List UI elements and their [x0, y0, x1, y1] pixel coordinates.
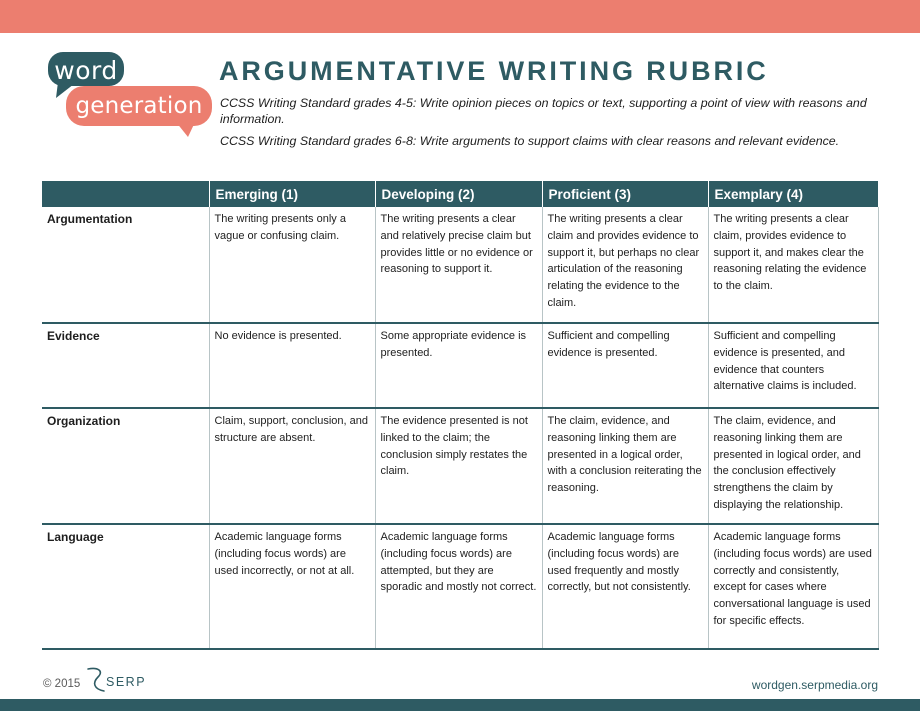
- rubric-cell: The writing presents a clear claim and provides evidence to support it, but perhaps no clear articulation of the reasoning relating the evidence to the claim.: [542, 207, 708, 323]
- rubric-cell: Sufficient and compelling evidence is presented, and evidence that counters alternative claims is included.: [708, 323, 878, 408]
- table-row-language: [42, 524, 878, 649]
- rubric-cell: Academic language forms (including focus words) are used incorrectly, or not at all.: [209, 524, 375, 649]
- criterion-label: Argumentation: [42, 207, 209, 323]
- rubric-cell: The claim, evidence, and reasoning linking them are presented in logical order, and the conclusion effectively strengthens the claim by displaying the relationship.: [708, 408, 878, 524]
- footer-url[interactable]: wordgen.serpmedia.org: [751, 678, 878, 692]
- standard-grades-6-8: CCSS Writing Standard grades 6-8: Write arguments to support claims with clear reasons and relevant evidence.: [220, 134, 840, 148]
- word-generation-logo: [46, 50, 214, 138]
- rubric-cell: Academic language forms (including focus words) are used frequently and mostly correctly, but not consistently.: [542, 524, 708, 649]
- copyright-text: © 2015: [43, 678, 81, 690]
- column-header-developing: Developing (2): [375, 181, 542, 207]
- rubric-cell: Some appropriate evidence is presented.: [375, 323, 542, 408]
- logo-generation-text: generation: [75, 93, 203, 119]
- logo-word-text: word: [54, 56, 118, 85]
- rubric-cell: The claim, evidence, and reasoning linking them are presented in a logical order, with a conclusion reiterating the reasoning.: [542, 408, 708, 524]
- table-header-row: [42, 181, 878, 207]
- rubric-cell: The writing presents a clear claim, provides evidence to support it, and makes clear the reasoning relating the evidence to the claim.: [708, 207, 878, 323]
- rubric-cell: Sufficient and compelling evidence is presented.: [542, 323, 708, 408]
- page-title: ARGUMENTATIVE WRITING RUBRIC: [219, 56, 769, 86]
- rubric-cell: The writing presents only a vague or confusing claim.: [209, 207, 375, 323]
- rubric-cell: No evidence is presented.: [209, 323, 375, 408]
- serp-logo-icon: [84, 665, 108, 695]
- serp-logo-text: SERP: [106, 675, 147, 689]
- column-header-emerging: Emerging (1): [209, 181, 375, 207]
- standard-grades-4-5: CCSS Writing Standard grades 4-5: Write opinion pieces on topics or text, supporting a point of view with reasons and information.: [220, 96, 867, 126]
- rubric-cell: The evidence presented is not linked to the claim; the conclusion simply restates the claim.: [375, 408, 542, 524]
- top-accent-band: [0, 0, 920, 33]
- column-header-criterion: [42, 181, 209, 207]
- rubric-cell: Academic language forms (including focus words) are attempted, but they are sporadic and mostly not correct.: [375, 524, 542, 649]
- rubric-table: [42, 181, 879, 650]
- table-row-organization: [42, 408, 878, 524]
- table-row-evidence: [42, 323, 878, 408]
- bottom-accent-band: [0, 699, 920, 711]
- column-header-proficient: Proficient (3): [542, 181, 708, 207]
- rubric-cell: Claim, support, conclusion, and structure are absent.: [209, 408, 375, 524]
- criterion-label: Organization: [42, 408, 209, 524]
- rubric-cell: The writing presents a clear and relatively precise claim but provides little or no evidence or reasoning to support it.: [375, 207, 542, 323]
- criterion-label: Language: [42, 524, 209, 649]
- column-header-exemplary: Exemplary (4): [708, 181, 878, 207]
- criterion-label: Evidence: [42, 323, 209, 408]
- rubric-cell: Academic language forms (including focus words) are used correctly and consistently, except for cases where conversational language is used for specific effects.: [708, 524, 878, 649]
- table-row-argumentation: [42, 207, 878, 323]
